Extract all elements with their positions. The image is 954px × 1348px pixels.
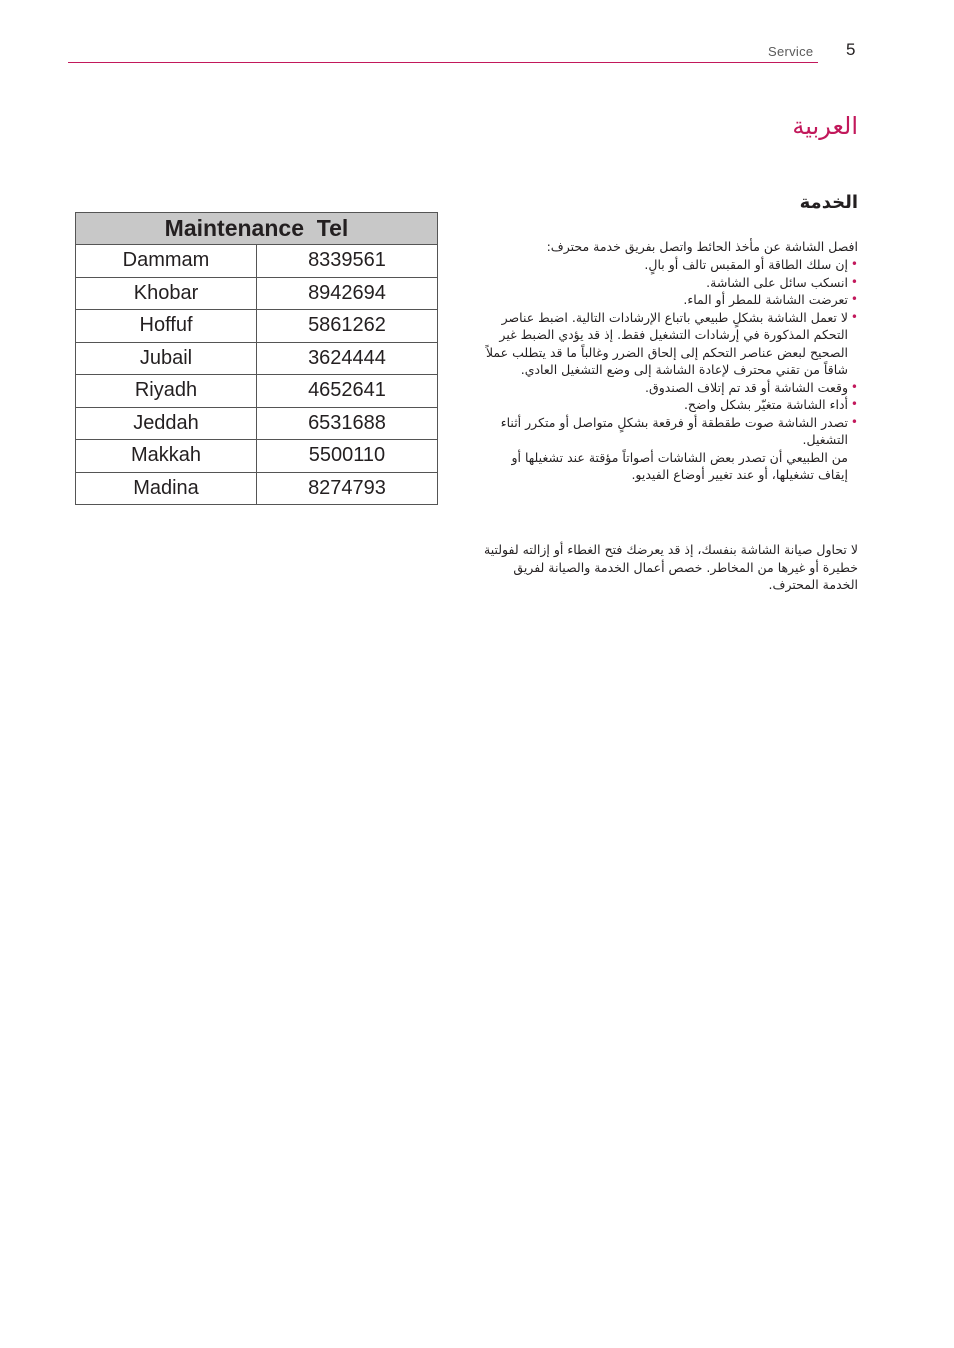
city-cell: Makkah: [76, 440, 257, 473]
city-cell: Riyadh: [76, 375, 257, 408]
bullet-note: من الطبيعي أن تصدر بعض الشاشات أصواتاً مؤقتة عند تشغيلها أو إيقاف تشغيلها، أو عند تغيير أوضاع الفيديو.: [511, 449, 848, 482]
list-item: [478, 256, 858, 274]
table-row: [76, 472, 438, 505]
page-title: العربية: [792, 112, 858, 140]
bullet-icon: •: [850, 257, 858, 271]
header-maintenance: Maintenance: [164, 215, 304, 241]
list-item-text: لا تعمل الشاشة بشكلٍ طبيعي باتباع الإرشادات التالية. اضبط عناصر التحكم المذكورة في إرشادات التشغيل فقط. إذ قد يؤدي الضبط غير الصحيح لبعض عناصر التحكم إلى إلحاق الضرر وغالباً ما قد يتطلب عملاً شاقاً من تقني محترف لإعادة الشاشة إلى وضع التشغيل العادي.: [485, 309, 848, 377]
bullet-icon: •: [850, 274, 858, 289]
bullet-icon: •: [850, 397, 858, 411]
city-cell: Hoffuf: [76, 310, 257, 343]
list-item: [478, 309, 858, 379]
list-item-text: تعرضت الشاشة للمطر أو الماء.: [683, 292, 848, 307]
city-cell: Jubail: [76, 342, 257, 375]
bullet-icon: •: [850, 309, 858, 324]
list-item: [478, 274, 858, 292]
warning-text: لا تحاول صيانة الشاشة بنفسك، إذ قد يعرضك فتح الغطاء أو إزالته لفولتية خطيرة أو غيرها من المخاطر. خصص أعمال الخدمة والصيانة لفريق الخدمة المحترف.: [484, 542, 858, 592]
phone-cell: 5861262: [257, 310, 438, 343]
city-cell: Jeddah: [76, 407, 257, 440]
table-row: [76, 277, 438, 310]
list-item-text: أداء الشاشة متغيّر بشكل واضح.: [683, 397, 848, 412]
maintenance-table: [75, 212, 438, 505]
city-cell: Khobar: [76, 277, 257, 310]
page-number: 5: [846, 40, 856, 59]
list-item: [478, 291, 858, 309]
table-row: [76, 245, 438, 278]
list-item-text: وقعت الشاشة أو قد تم إتلاف الصندوق.: [645, 379, 848, 395]
table-row: [76, 310, 438, 343]
phone-cell: 8274793: [257, 472, 438, 505]
table-row: [76, 407, 438, 440]
phone-cell: 5500110: [257, 440, 438, 473]
phone-cell: 3624444: [257, 342, 438, 375]
table-row: [76, 375, 438, 408]
list-item-text: إن سلك الطاقة أو المقبس تالف أو بالٍ.: [644, 257, 848, 272]
bullet-icon: •: [850, 379, 858, 394]
table-row: [76, 342, 438, 375]
phone-cell: 6531688: [257, 407, 438, 440]
phone-cell: 4652641: [257, 375, 438, 408]
header-tel: Tel: [316, 215, 349, 241]
list-item: [478, 379, 858, 397]
phone-cell: 8339561: [257, 245, 438, 278]
city-cell: Madina: [76, 472, 257, 505]
section-heading: الخدمة: [799, 192, 858, 213]
table-header-row: [76, 213, 438, 245]
phone-cell: 8942694: [257, 277, 438, 310]
intro-text: افصل الشاشة عن مأخذ الحائط واتصل بفريق خدمة محترف:: [546, 239, 858, 254]
list-item: [478, 414, 858, 449]
bullet-icon: •: [850, 292, 858, 306]
header-divider: [68, 62, 818, 63]
list-item-text: تصدر الشاشة صوت طقطقة أو فرقعة بشكلٍ متواصل أو متكرر أثناء التشغيل.: [500, 414, 848, 447]
table-row: [76, 440, 438, 473]
list-item-text: انسكب سائل على الشاشة.: [706, 274, 848, 290]
list-item: [478, 396, 858, 414]
conditions-list: [478, 256, 858, 484]
bullet-icon: •: [850, 414, 858, 429]
header-section-label: Service: [768, 44, 814, 59]
city-cell: Dammam: [76, 245, 257, 278]
table-header: [76, 213, 438, 245]
